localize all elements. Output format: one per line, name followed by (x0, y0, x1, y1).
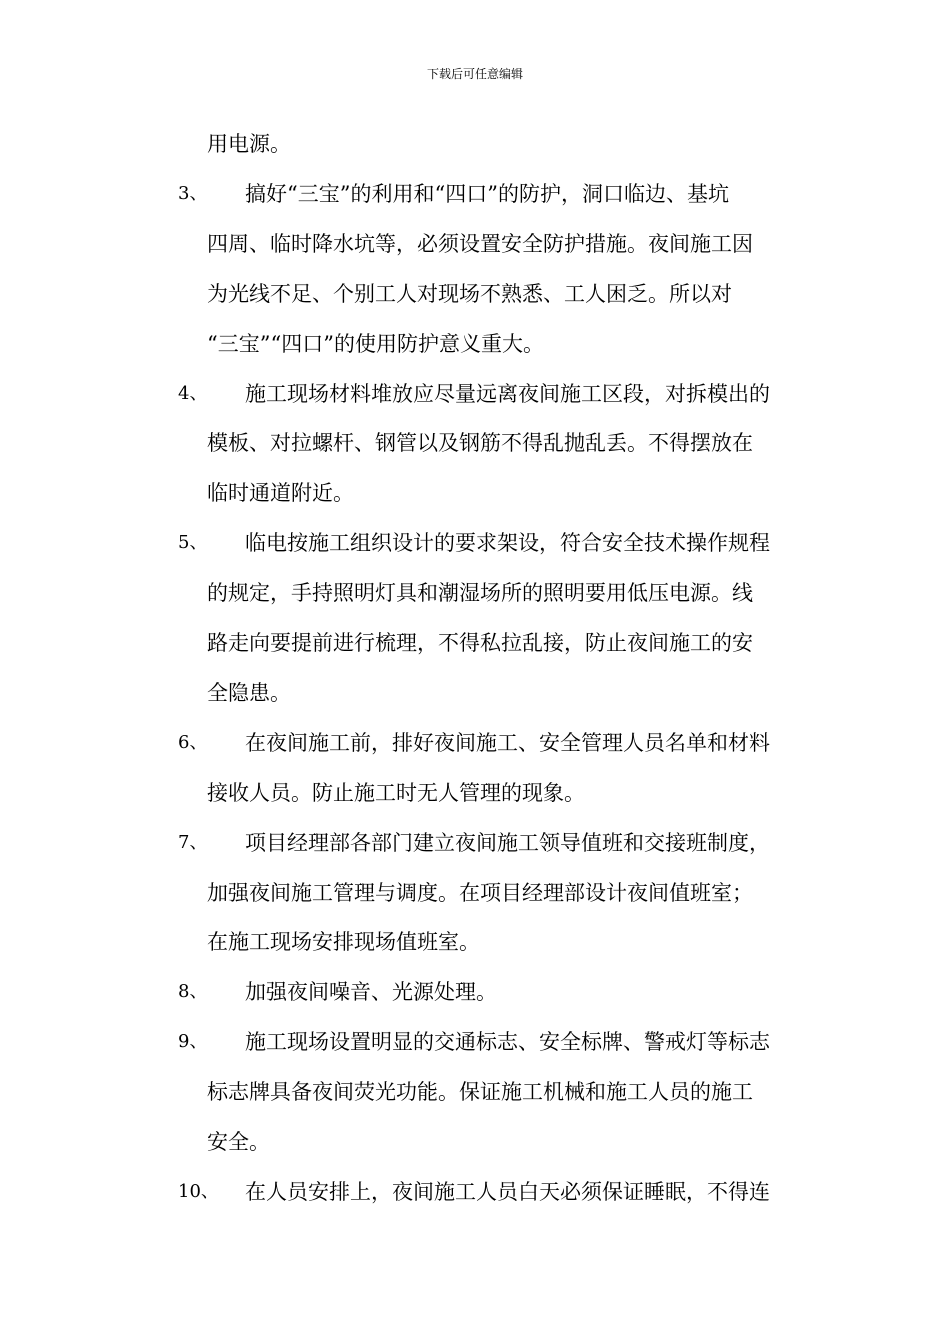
paragraph-line: 接收人员。防止施工时无人管理的现象。 (207, 781, 585, 805)
paragraph-line: 施工现场材料堆放应尽量远离夜间施工区段，对拆模出的 (245, 382, 770, 406)
item-number: 5、 (178, 532, 208, 553)
paragraph-line: 在施工现场安排现场值班室。 (207, 930, 480, 954)
paragraph-line: 为光线不足、个别工人对现场不熟悉、工人困乏。所以对 (207, 282, 732, 306)
item-number: 6、 (178, 732, 208, 753)
paragraph-line: 标志牌具备夜间荧光功能。保证施工机械和施工人员的施工 (207, 1080, 753, 1104)
page-header: 下载后可任意编辑 (426, 67, 523, 81)
paragraph-line: 在人员安排上，夜间施工人员白天必须保证睡眠，不得连 (245, 1180, 770, 1204)
paragraph-line: 安全。 (207, 1130, 270, 1154)
paragraph-line: 项目经理部各部门建立夜间施工领导值班和交接班制度， (245, 831, 770, 855)
item-number: 10、 (178, 1181, 219, 1202)
paragraph-line: 加强夜间施工管理与调度。在项目经理部设计夜间值班室； (207, 881, 753, 905)
paragraph-line: “三宝”“四口”的使用防护意义重大。 (207, 332, 544, 356)
paragraph-line: 的规定，手持照明灯具和潮湿场所的照明要用低压电源。线 (207, 581, 753, 605)
item-number: 7、 (178, 832, 208, 853)
paragraph-line: 用电源。 (207, 132, 291, 156)
item-number: 9、 (178, 1031, 208, 1052)
paragraph-line: 全隐患。 (207, 681, 291, 705)
paragraph-line: 临时通道附近。 (207, 481, 354, 505)
item-number: 4、 (178, 383, 208, 404)
paragraph-line: 四周、临时降水坑等，必须设置安全防护措施。夜间施工因 (207, 232, 753, 256)
paragraph-line: 临电按施工组织设计的要求架设，符合安全技术操作规程 (245, 531, 770, 555)
paragraph-line: 在夜间施工前，排好夜间施工、安全管理人员名单和材料 (245, 731, 770, 755)
paragraph-line: 模板、对拉螺杆、钢管以及钢筋不得乱抛乱丢。不得摆放在 (207, 431, 753, 455)
item-number: 3、 (178, 183, 208, 204)
item-number: 8、 (178, 981, 208, 1002)
paragraph-line: 路走向要提前进行梳理，不得私拉乱接，防止夜间施工的安 (207, 631, 753, 655)
paragraph-line: 施工现场设置明显的交通标志、安全标牌、警戒灯等标志 (245, 1030, 770, 1054)
paragraph-line: 搞好“三宝”的利用和“四口”的防护，洞口临边、基坑 (245, 182, 729, 206)
paragraph-line: 加强夜间噪音、光源处理。 (245, 980, 497, 1004)
